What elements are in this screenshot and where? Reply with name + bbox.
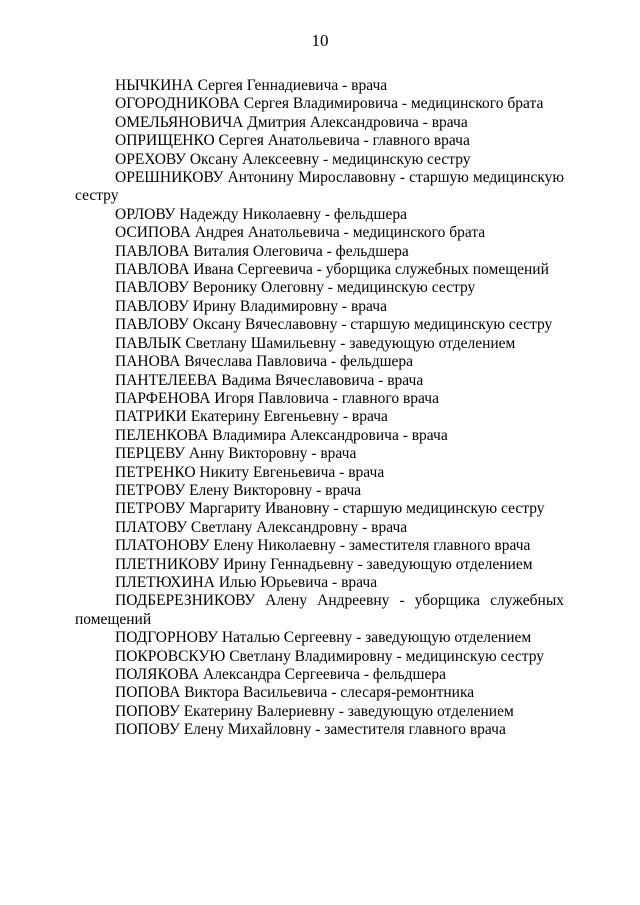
award-recipient-list [75, 77, 564, 740]
list-item: ОПРИЩЕНКО Сергея Анатольевича - главного врача [115, 132, 470, 150]
list-item: ПЛЕТНИКОВУ Ирину Геннадьевну - заведующую отделением [115, 555, 533, 573]
list-item: НЫЧКИНА Сергея Геннадиевича - врача [115, 77, 388, 94]
list-item: ОМЕЛЬЯНОВИЧА Дмитрия Александровича - врача [115, 113, 468, 131]
list-item: ОРЕШНИКОВУ Антонину Мирославовну - старшую медицинскую сестру [75, 169, 564, 205]
list-item: ПОЛЯКОВА Александра Сергеевича - фельдшера [115, 666, 446, 683]
list-item: ПОПОВУ Екатерину Валериевну - заведующую отделением [115, 702, 514, 720]
list-item: ПЕЛЕНКОВА Владимира Александровича - врача [115, 426, 448, 444]
list-item: ОРЕХОВУ Оксану Алексеевну - медицинскую сестру [115, 150, 471, 168]
list-item: ПЕРЦЕВУ Анну Викторовну - врача [115, 445, 357, 463]
list-item: ОГОРОДНИКОВА Сергея Владимировича - медицинского брата [115, 95, 544, 113]
list-item: ПОДБЕРЕЗНИКОВУ Алену Андреевну - уборщика служебных помещений [75, 592, 564, 628]
page-number: 10 [311, 31, 329, 50]
list-item: ПАВЛОВА Виталия Олеговича - фельдшера [115, 242, 409, 260]
list-item: ПОКРОВСКУЮ Светлану Владимировну - медицинскую сестру [115, 647, 545, 665]
list-item: ПЛАТОВУ Светлану Александровну - врача [115, 518, 408, 536]
list-item: ПАВЛОВУ Веронику Олеговну - медицинскую сестру [115, 279, 476, 297]
list-item: ПОПОВУ Елену Михайловну - заместителя главного врача [115, 721, 506, 739]
list-item: ПЕТРОВУ Маргариту Ивановну - старшую медицинскую сестру [115, 500, 545, 518]
list-item: ПАРФЕНОВА Игоря Павловича - главного врача [115, 389, 439, 407]
list-item: ПАВЛОВУ Оксану Вячеславовну - старшую медицинскую сестру [115, 316, 553, 334]
list-item: ПАНТЕЛЕЕВА Вадима Вячеславовича - врача [115, 371, 424, 389]
list-item: ПОДГОРНОВУ Наталью Сергеевну - заведующую отделением [115, 629, 532, 647]
list-item: ПЕТРЕНКО Никиту Евгеньевича - врача [115, 463, 385, 481]
list-item: ПАНОВА Вячеслава Павловича - фельдшера [115, 353, 414, 371]
list-item: ПАВЛОВА Ивана Сергеевича - уборщика служебных помещений [115, 261, 549, 279]
list-item: ПАВЛЫК Светлану Шамильевну - заведующую отделением [115, 334, 516, 352]
list-item: ПАТРИКИ Екатерину Евгеньевну - врача [115, 408, 388, 426]
list-item: ПЛЕТЮХИНА Илью Юрьевича - врача [115, 573, 378, 591]
list-item: ПЛАТОНОВУ Елену Николаевну - заместителя главного врача [115, 537, 531, 555]
list-item: ОРЛОВУ Надежду Николаевну - фельдшера [115, 205, 407, 223]
list-item: ПАВЛОВУ Ирину Владимировну - врача [115, 297, 387, 315]
list-item: ПЕТРОВУ Елену Викторовну - врача [115, 481, 362, 499]
list-item: ПОПОВА Виктора Васильевича - слесаря-ремонтника [115, 684, 475, 702]
list-item: ОСИПОВА Андрея Анатольевича - медицинского брата [115, 224, 486, 242]
